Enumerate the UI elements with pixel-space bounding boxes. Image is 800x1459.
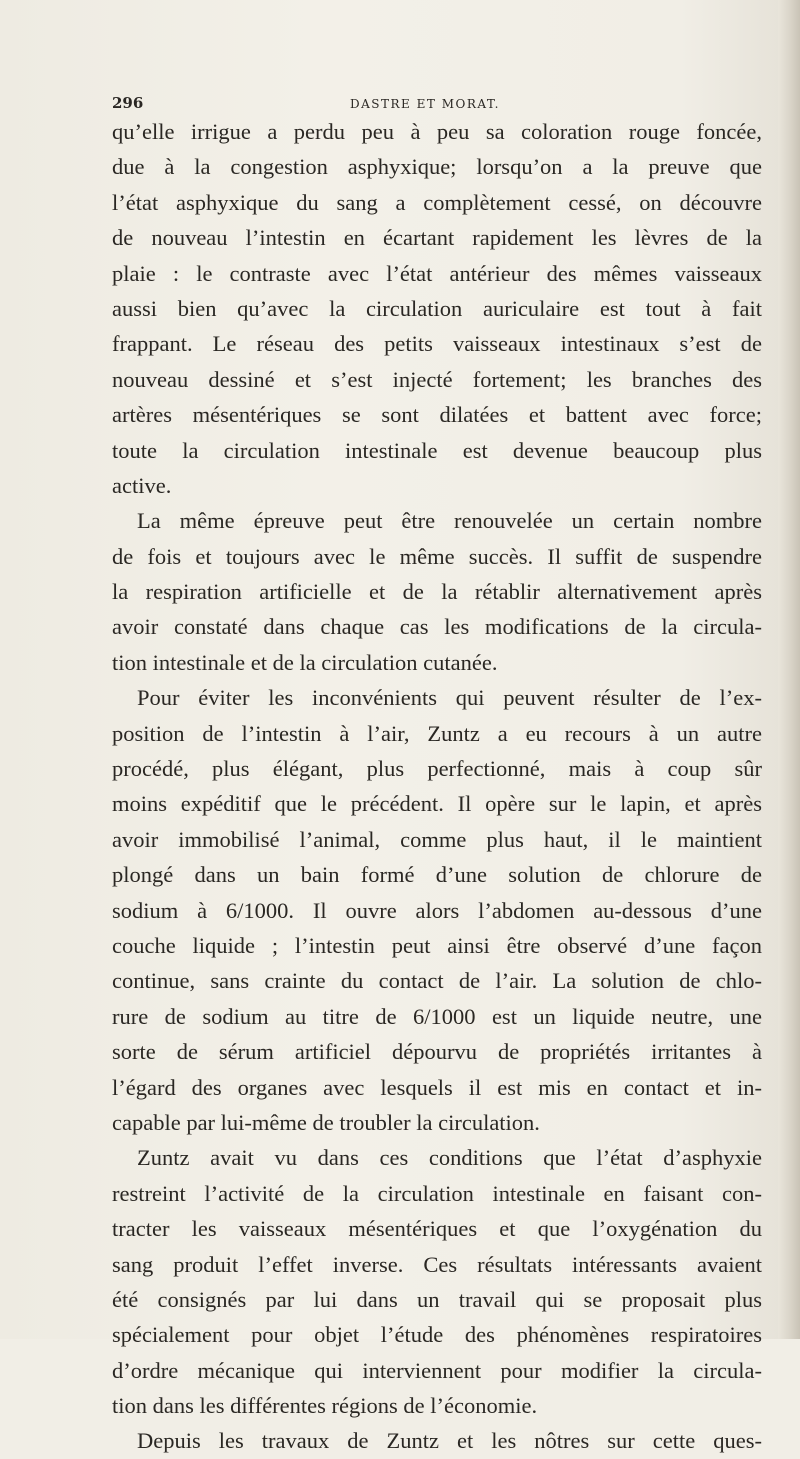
text-line: l’état asphyxique du sang a complètement cessé, on découvre	[112, 189, 762, 215]
text-line: la respiration artificielle et de la rétablir alternativement après	[112, 579, 762, 605]
paragraph-first-line: Pour éviter les inconvénients qui peuvent résulter de l’ex-	[137, 685, 762, 711]
text-line: frappant. Le réseau des petits vaisseaux intestinaux s’est de	[112, 331, 762, 357]
text-line: spécialement pour objet l’étude des phénomènes respiratoires	[112, 1322, 762, 1348]
text-line: plaie : le contraste avec l’état antérieur des mêmes vaisseaux	[112, 260, 762, 286]
text-line: tion dans les différentes régions de l’économie.	[112, 1393, 538, 1419]
text-line: capable par lui-même de troubler la circulation.	[112, 1109, 540, 1135]
text-line: été consignés par lui dans un travail qui se proposait plus	[112, 1286, 762, 1312]
text-line: couche liquide ; l’intestin peut ainsi être observé d’une façon	[112, 932, 762, 958]
text-line: nouveau dessiné et s’est injecté fortement; les branches des	[112, 366, 762, 392]
text-line: artères mésentériques se sont dilatées et battent avec force;	[112, 402, 762, 428]
paragraph-first-line: Zuntz avait vu dans ces conditions que l’état d’asphyxie	[137, 1145, 762, 1171]
text-line: active.	[112, 472, 172, 498]
page-number: 296	[112, 94, 144, 112]
text-line: qu’elle irrigue a perdu peu à peu sa coloration rouge foncée,	[112, 119, 762, 144]
text-line: restreint l’activité de la circulation intestinale en faisant con-	[112, 1180, 762, 1206]
text-line: moins expéditif que le précédent. Il opère sur le lapin, et après	[112, 791, 762, 817]
text-line: d’ordre mécanique qui interviennent pour modifier la circula-	[112, 1357, 762, 1383]
text-line: continue, sans crainte du contact de l’air. La solution de chlo-	[112, 968, 762, 994]
page-header	[112, 94, 752, 114]
text-line: sorte de sérum artificiel dépourvu de propriétés irritantes à	[112, 1039, 762, 1065]
paragraph-first-line: Depuis les travaux de Zuntz et les nôtres sur cette ques-	[137, 1428, 762, 1454]
text-line: aussi bien qu’avec la circulation auriculaire est tout à fait	[112, 295, 762, 321]
text-line: due à la congestion asphyxique; lorsqu’on a la preuve que	[112, 154, 762, 180]
paragraph-first-line: La même épreuve peut être renouvelée un certain nombre	[137, 508, 762, 534]
text-line: de nouveau l’intestin en écartant rapidement les lèvres de la	[112, 225, 762, 251]
text-line: avoir constaté dans chaque cas les modifications de la circula-	[112, 614, 762, 640]
body-text	[112, 114, 762, 1459]
page-edge-shadow	[778, 0, 800, 1339]
text-line: procédé, plus élégant, plus perfectionné, mais à coup sûr	[112, 756, 762, 782]
text-line: position de l’intestin à l’air, Zuntz a eu recours à un autre	[112, 720, 762, 746]
text-line: tion intestinale et de la circulation cutanée.	[112, 649, 498, 675]
text-line: avoir immobilisé l’animal, comme plus haut, il le maintient	[112, 826, 762, 852]
text-line: toute la circulation intestinale est devenue beaucoup plus	[112, 437, 762, 463]
text-line: sodium à 6/1000. Il ouvre alors l’abdomen au-dessous d’une	[112, 897, 762, 923]
text-line: sang produit l’effet inverse. Ces résultats intéressants avaient	[112, 1251, 762, 1277]
running-head: DASTRE ET MORAT.	[350, 97, 500, 111]
text-line: tracter les vaisseaux mésentériques et que l’oxygénation du	[112, 1216, 762, 1242]
text-line: de fois et toujours avec le même succès. Il suffit de suspendre	[112, 543, 762, 569]
text-line: l’égard des organes avec lesquels il est mis en contact et in-	[112, 1074, 762, 1100]
text-line: plongé dans un bain formé d’une solution de chlorure de	[112, 862, 762, 888]
text-line: rure de sodium au titre de 6/1000 est un liquide neutre, une	[112, 1003, 762, 1029]
